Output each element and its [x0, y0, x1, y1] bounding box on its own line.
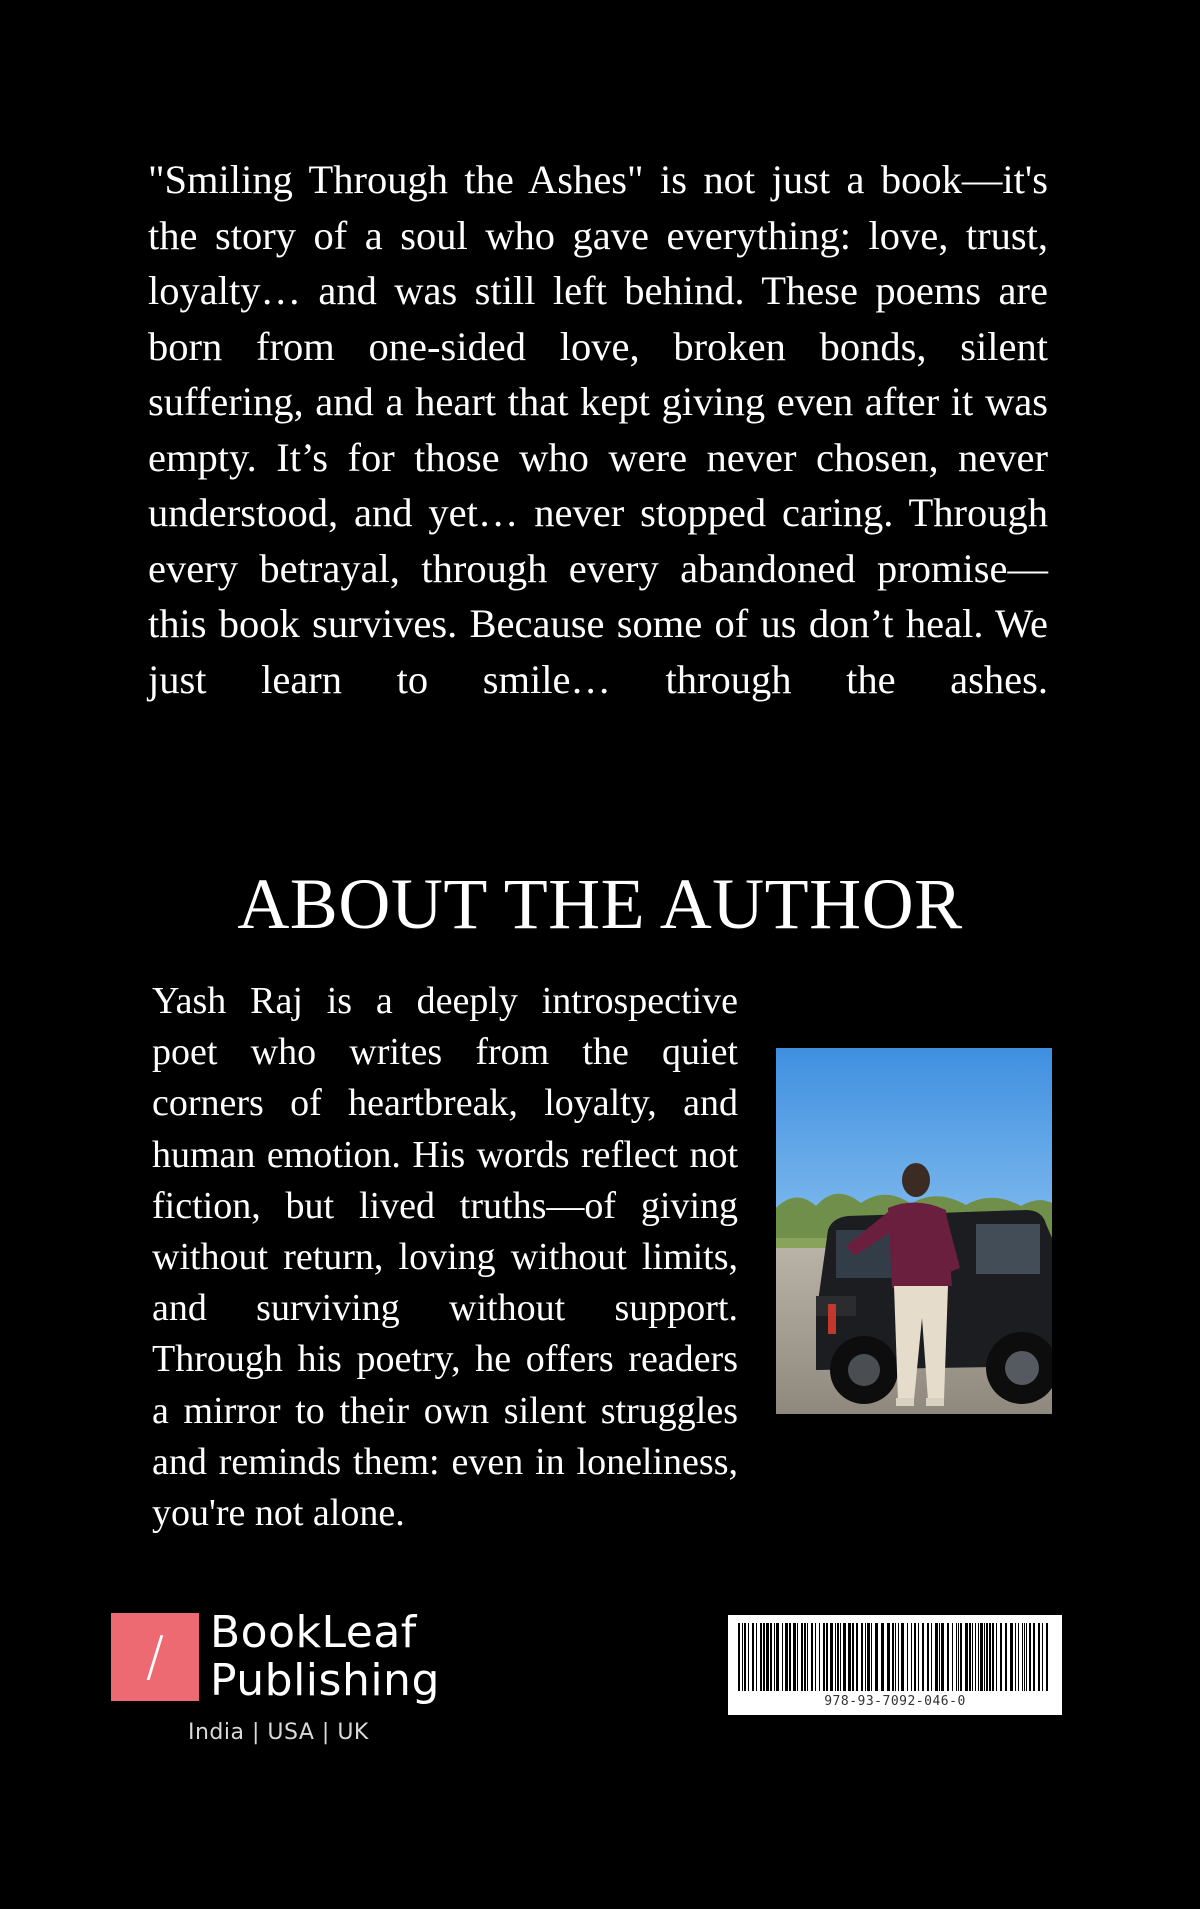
author-bio: Yash Raj is a deeply introspective poet who writes from the quiet corners of heartbreak, loyalty, and human emotion. His words reflect not fiction, but lived truths—of giving without return, loving without limits, and surviving without support. Through his poetry, he offers readers a mirror to their own silent struggles and reminds them: even in loneliness, you're not alone. — [152, 980, 738, 1535]
isbn-number: 978-93-7092-046-0 — [824, 1694, 966, 1709]
about-author-heading: ABOUT THE AUTHOR — [237, 864, 963, 944]
publisher-regions: India | USA | UK — [188, 1720, 369, 1745]
publisher-logo — [111, 1607, 440, 1707]
publisher-name-line2: Publishing — [210, 1655, 440, 1706]
back-cover-blurb: "Smiling Through the Ashes" is not just a book—it's the story of a soul who gave everything: love, trust, loyalty… and was still left behind. These poems are born from one-sided love, broken bonds, silent suffering, and a heart that kept giving even after it was empty. It’s for those who were never chosen, never understood, and yet… never stopped caring. Through every betrayal, through every abandoned promise—this book survives. Because some of us don’t heal. We just learn to smile… through the ashes. — [148, 157, 1048, 702]
slash-icon: / — [145, 1625, 165, 1688]
publisher-name-line1: BookLeaf — [210, 1607, 417, 1658]
author-photo — [776, 1048, 1052, 1414]
isbn-barcode — [728, 1615, 1062, 1715]
